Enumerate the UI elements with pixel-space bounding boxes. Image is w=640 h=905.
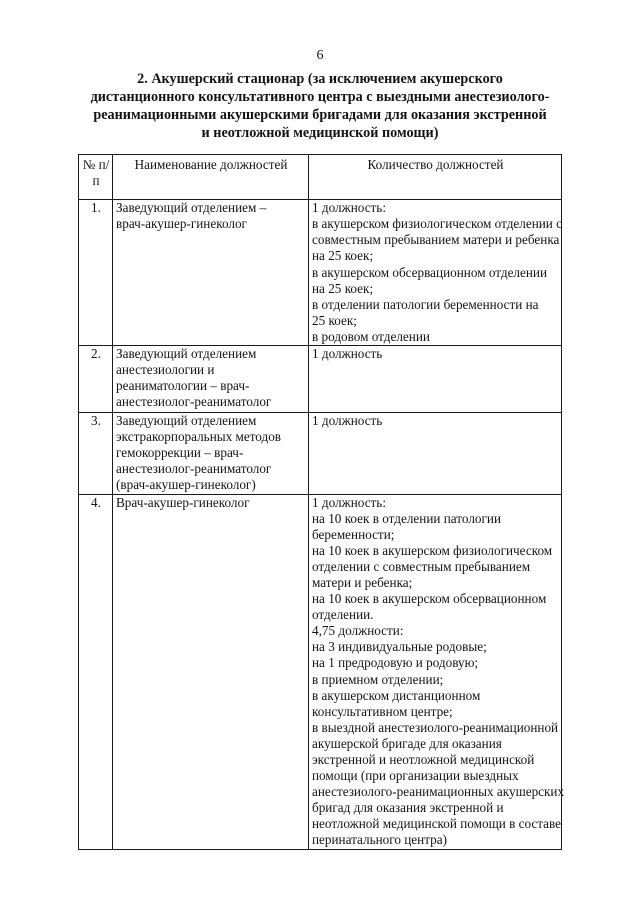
quantity-line: на 3 индивидуальные родовые; [312, 639, 487, 655]
table-row [79, 494, 562, 849]
quantity-line: помощи (при организации выездных [312, 768, 519, 784]
position-line: Врач-акушер-гинеколог [116, 494, 250, 510]
quantity-line: в приемном отделении; [312, 671, 444, 687]
row-number: 4. [79, 494, 113, 849]
quantity-line: перинатального центра) [312, 832, 447, 848]
position-line: гемокоррекции – врач- [116, 445, 244, 461]
quantity-line: 1 должность: [312, 200, 386, 216]
quantity-line: в отделении патологии беременности на [312, 296, 539, 312]
quantity-cell [309, 346, 562, 413]
page-number: 6 [316, 48, 324, 63]
row-number: 3. [79, 413, 113, 494]
table-header-row [79, 155, 562, 200]
table-row [79, 413, 562, 494]
title-line: 2. Акушерский стационар (за исключением акушерского [137, 71, 503, 87]
quantity-line: матери и ребенка; [312, 574, 413, 590]
position-line: анестезиологии и [116, 362, 215, 378]
row-number: 1. [79, 200, 113, 346]
quantity-line: в родовом отделении [312, 328, 430, 344]
position-line: экстракорпоральных методов [116, 429, 282, 445]
title-line: и неотложной медицинской помощи) [201, 125, 439, 141]
quantity-line: отделении. [312, 607, 374, 623]
position-line: Заведующий отделением [116, 413, 257, 429]
quantity-line: на 10 коек в акушерском обсервационном [312, 591, 547, 607]
header-quantity: Количество должностей [309, 155, 562, 200]
quantity-line: 1 должность: [312, 494, 386, 510]
quantity-line: в акушерском дистанционном [312, 687, 481, 703]
position-cell [113, 200, 309, 346]
quantity-line: неотложной медицинской помощи в составе [312, 816, 562, 832]
position-cell [113, 413, 309, 494]
quantity-line: в акушерском обсервационном отделении [312, 264, 548, 280]
quantity-line: отделении с совместным пребыванием [312, 558, 531, 574]
quantity-line: на 1 предродовую и родовую; [312, 655, 479, 671]
staffing-table [78, 154, 565, 850]
section-title [70, 70, 570, 142]
quantity-line: на 10 коек в отделении патологии [312, 510, 502, 526]
quantity-line: на 10 коек в акушерском физиологическом [312, 542, 553, 558]
title-line: реанимационными акушерскими бригадами для оказания экстренной [93, 107, 547, 123]
quantity-line: 25 коек; [312, 312, 357, 328]
quantity-line: в выездной анестезиолого-реанимационной [312, 719, 559, 735]
position-line: анестезиолог-реаниматолог [116, 461, 272, 477]
quantity-line: 4,75 должности: [312, 623, 404, 639]
position-line: реаниматологии – врач- [116, 378, 250, 394]
position-line: (врач-акушер-гинеколог) [116, 477, 256, 493]
quantity-cell [309, 200, 562, 346]
position-line: анестезиолог-реаниматолог [116, 394, 272, 410]
position-cell [113, 494, 309, 849]
quantity-line: 1 должность [312, 346, 383, 362]
position-cell [113, 346, 309, 413]
table-row [79, 200, 562, 346]
quantity-cell [309, 413, 562, 494]
position-line: Заведующий отделением – [116, 200, 267, 216]
quantity-line: в акушерском физиологическом отделении с [312, 216, 563, 232]
row-number: 2. [79, 346, 113, 413]
quantity-line: экстренной и неотложной медицинской [312, 752, 535, 767]
quantity-line: беременности; [312, 526, 395, 542]
quantity-line: анестезиолого-реанимационных акушерских [312, 784, 565, 800]
quantity-line: на 25 коек; [312, 248, 374, 264]
quantity-line: консультативном центре; [312, 703, 453, 719]
position-line: врач-акушер-гинеколог [116, 216, 247, 232]
table-row [79, 346, 562, 413]
header-position: Наименование должностей [113, 155, 309, 200]
quantity-line: совместным пребыванием матери и ребенка [312, 232, 560, 248]
header-num: № п/п [79, 155, 113, 200]
quantity-cell [309, 494, 565, 849]
quantity-line: акушерской бригаде для оказания [312, 735, 502, 751]
title-line: дистанционного консультативного центра с выездными анестезиолого- [90, 89, 550, 105]
quantity-line: 1 должность [312, 413, 383, 429]
position-line: Заведующий отделением [116, 346, 257, 362]
quantity-line: на 25 коек; [312, 280, 374, 296]
quantity-line: бригад для оказания экстренной и [312, 800, 504, 816]
